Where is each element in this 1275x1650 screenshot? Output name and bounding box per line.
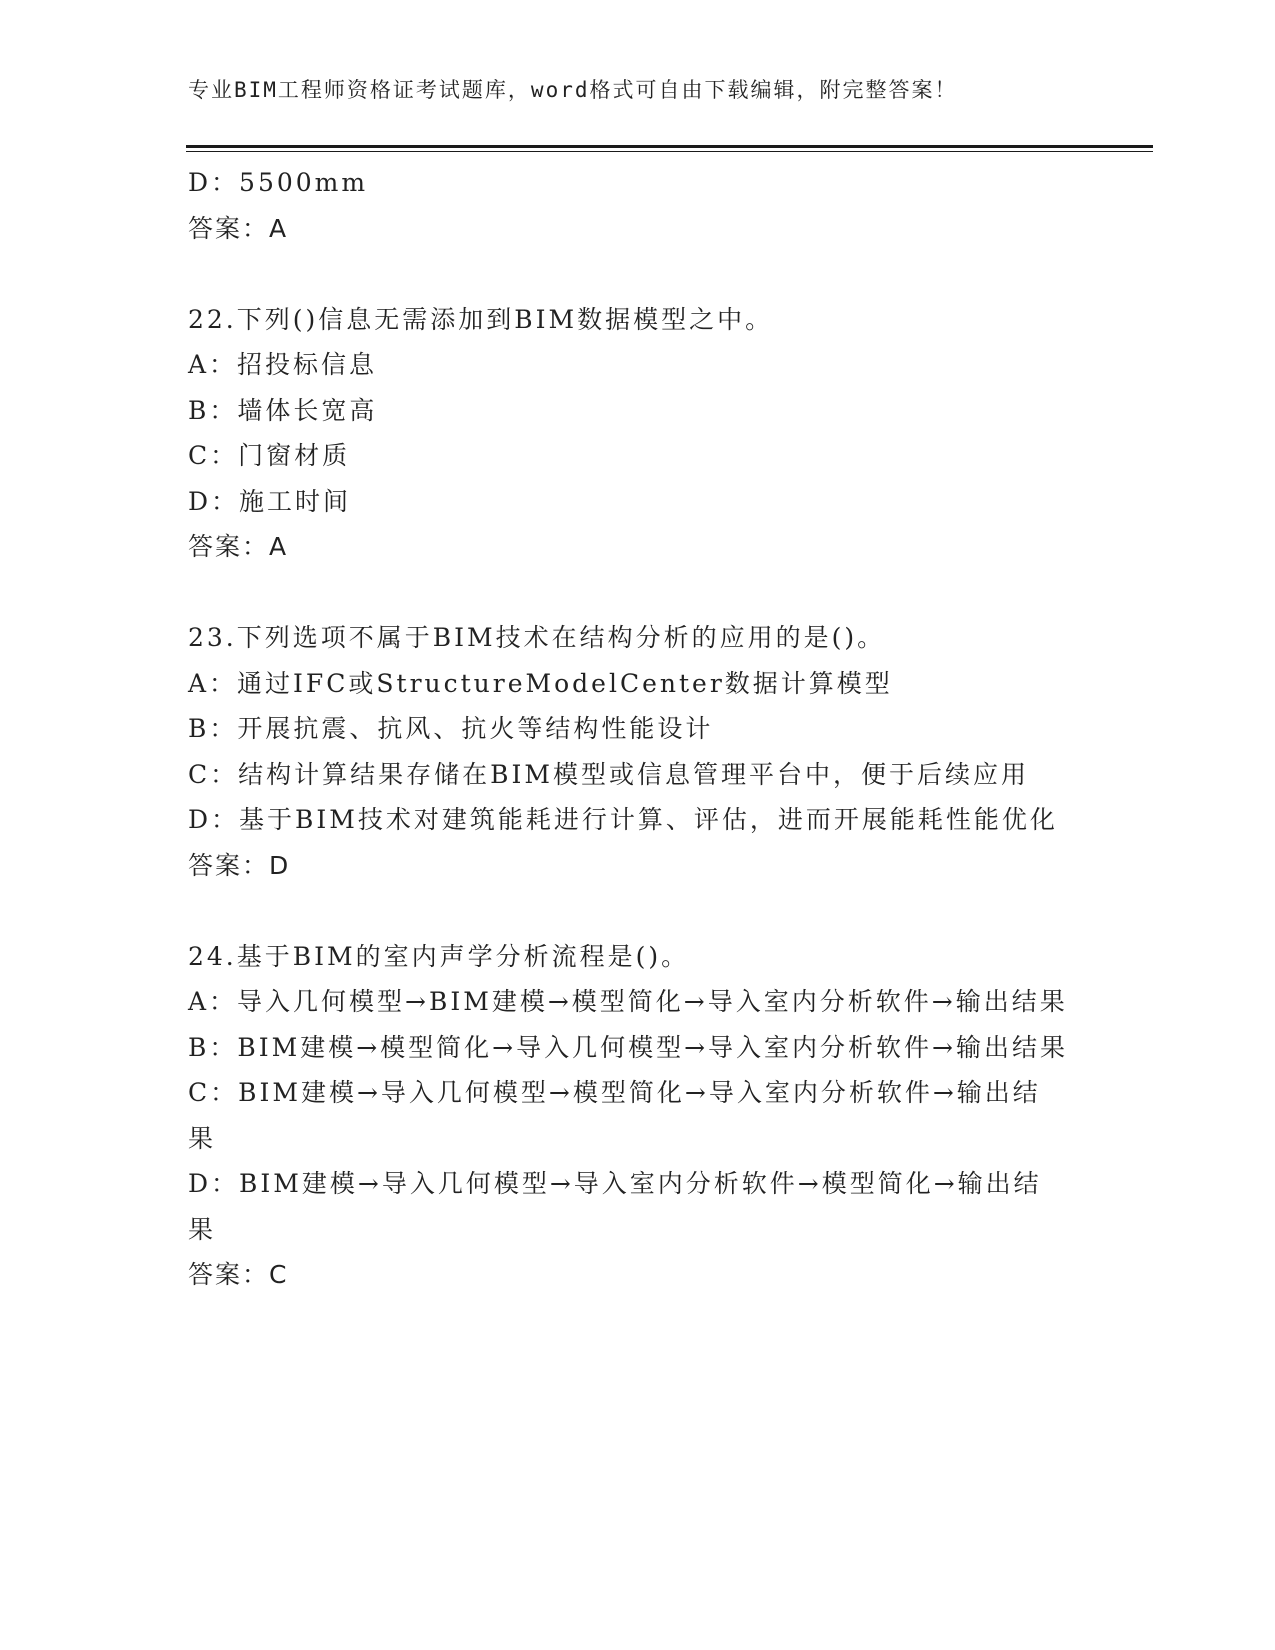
option-a: A：导入几何模型→BIM建模→模型简化→导入室内分析软件→输出结果 (188, 987, 1068, 1016)
spacer (188, 888, 1088, 934)
spacer (188, 251, 1088, 297)
option-b: B：墙体长宽高 (188, 395, 378, 425)
option-c: C：门窗材质 (188, 441, 351, 470)
question-stem: 24.基于BIM的室内声学分析流程是()。 (188, 941, 690, 971)
option-d: D：基于BIM技术对建筑能耗进行计算、评估，进而开展能耗性能优化 (188, 805, 1058, 834)
option-b: B：BIM建模→模型简化→导入几何模型→导入室内分析软件→输出结果 (188, 1032, 1069, 1062)
option-a: A：通过IFC或StructureModelCenter数据计算模型 (188, 668, 893, 698)
answer: 答案：A (188, 532, 289, 561)
answer: 答案：A (188, 213, 289, 243)
header-rule-thin (186, 151, 1153, 152)
option-d: D：5500mm (188, 168, 369, 197)
question-stem: 22.下列()信息无需添加到BIM数据模型之中。 (188, 304, 774, 334)
option-c: C：结构计算结果存储在BIM模型或信息管理平台中，便于后续应用 (188, 759, 1029, 789)
page-content (188, 160, 1088, 1298)
answer: 答案：D (188, 850, 291, 880)
page-header: 专业BIM工程师资格证考试题库，word格式可自由下载编辑，附完整答案！ (188, 78, 958, 102)
option-b: B：开展抗震、抗风、抗火等结构性能设计 (188, 714, 714, 743)
header-rule-thick (186, 145, 1153, 148)
option-d: D：施工时间 (188, 486, 352, 516)
question-stem: 23.下列选项不属于BIM技术在结构分析的应用的是()。 (188, 623, 886, 652)
option-c: C：BIM建模→导入几何模型→模型简化→导入室内分析软件→输出结果 (188, 1078, 1041, 1153)
option-a: A：招投标信息 (188, 350, 378, 379)
answer: 答案：C (188, 1260, 289, 1289)
option-d: D：BIM建模→导入几何模型→导入室内分析软件→模型简化→输出结果 (188, 1169, 1042, 1244)
spacer (188, 570, 1088, 616)
